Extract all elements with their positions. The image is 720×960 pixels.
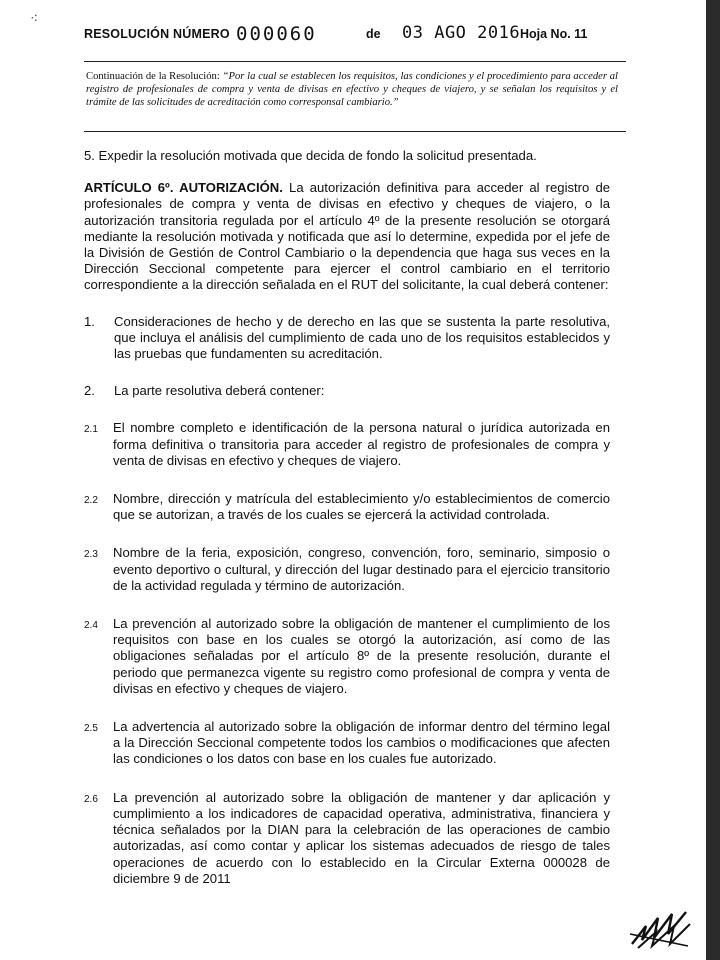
sub-item xyxy=(84,545,610,594)
sub-item-number: 2.1 xyxy=(84,424,98,436)
sub-item-number: 2.4 xyxy=(84,620,98,632)
signature-scribble xyxy=(628,904,692,952)
scan-border xyxy=(706,0,720,960)
article-6 xyxy=(84,180,610,293)
article-6-text: La autorización definitiva para acceder al registro de profesionales de compra y venta de divisas en efectivo y cheques de viajero, o la autorización transitoria regulada por el artículo 4º de la presente resolución se otorgará mediante la resolución motivada y notificada que así lo determine, expedida por el jefe de la División de Gestión de Control Cambiario o la dependencia que haga sus veces en la Dirección Seccional competente para ejercer el control cambiario en el territorio correspondiente a la dirección señalada en el RUT del solicitante, la cual deberá contener: xyxy=(84,180,611,293)
list-item xyxy=(84,314,610,363)
resolution-label: RESOLUCIÓN NÚMERO xyxy=(84,27,230,41)
continuation-prefix: Continuación de la Resolución: xyxy=(86,71,220,82)
sub-item xyxy=(84,719,610,768)
list-item-number: 1. xyxy=(84,313,95,329)
resolution-date: 03 AGO 2016 xyxy=(402,23,521,43)
sub-item-number: 2.3 xyxy=(84,549,98,561)
sub-item-number: 2.2 xyxy=(84,495,98,507)
sub-item-text: La prevención al autorizado sobre la obligación de mantener el cumplimiento de los requisitos con base en los cuales se otorgó la autorización, así como de las obligaciones señaladas por el artículo 8º de la presente resolución, durante el periodo que permanezca vigente su registro como profesional de compra y venta de divisas en efectivo y cheques de viajero. xyxy=(113,616,610,696)
sub-item xyxy=(84,616,610,697)
sub-item-text: La advertencia al autorizado sobre la obligación de informar dentro del término legal a la Dirección Seccional competente todos los cambios o modificaciones que afecten las condiciones o los datos con base en los cuales fue autorizado. xyxy=(113,719,610,767)
sub-item-number: 2.5 xyxy=(84,723,98,735)
document-header xyxy=(84,22,644,48)
list-item-text: La parte resolutiva deberá contener: xyxy=(114,383,325,399)
sub-item-number: 2.6 xyxy=(84,793,98,805)
sub-item xyxy=(84,420,610,469)
sub-item xyxy=(84,790,610,887)
header-rule-top xyxy=(84,61,626,62)
list-item xyxy=(84,383,610,399)
article-6-title: ARTÍCULO 6º. AUTORIZACIÓN. xyxy=(84,180,283,196)
item-5: 5. Expedir la resolución motivada que decida de fondo la solicitud presentada. xyxy=(84,148,537,163)
document-body xyxy=(84,148,610,909)
sub-item xyxy=(84,491,610,523)
resolution-number: 000060 xyxy=(236,23,317,45)
scan-mark: ⁖ xyxy=(30,10,39,26)
list-item-text: Consideraciones de hecho y de derecho en las que se sustenta la parte resolutiva, que incluya el análisis del cumplimiento de cada uno de los requisitos establecidos y las pruebas que fundamenten su acreditación. xyxy=(114,313,610,362)
page-number: Hoja No. 11 xyxy=(520,27,588,41)
continuation-note xyxy=(86,70,618,110)
sub-item-text: Nombre, dirección y matrícula del establecimiento y/o establecimientos de comercio que se autorizan, a través de los cuales se ejercerá la actividad controlada. xyxy=(113,491,610,523)
date-connector: de xyxy=(366,27,381,41)
sub-item-text: La prevención al autorizado sobre la obligación de mantener y dar aplicación y cumplimiento a los indicadores de capacidad operativa, administrativa, financiera y técnica señalados por la DIAN para la celebración de las operaciones de cambio autorizadas, así como contar y aplicar los sistemas adecuados de riesgo de tales operaciones de acuerdo con lo establecido en la Circular Externa 000028 de diciembre 9 de 2011 xyxy=(113,789,610,886)
continuation-title: “Por la cual se establecen los requisitos, las condiciones y el procedimiento para acceder al registro de profesionales de compra y venta de divisas en efectivo y cheques de viajero, y se señalan los requisitos y el trámite de las solicitudes de acreditación como corresponsal cambiario.” xyxy=(86,71,618,109)
sub-item-text: Nombre de la feria, exposición, congreso, convención, foro, seminario, simposio o evento deportivo o cultural, y dirección del lugar destinado para el ejercicio transitorio de la actividad regulada y término de autorización. xyxy=(113,545,610,593)
header-rule-bottom xyxy=(84,131,626,132)
sub-item-text: El nombre completo e identificación de la persona natural o jurídica autorizada en forma definitiva o transitoria para acceder al registro de profesionales de compra y venta de divisas en efectivo y cheques de viajero. xyxy=(113,420,610,468)
list-item-number: 2. xyxy=(84,383,95,399)
